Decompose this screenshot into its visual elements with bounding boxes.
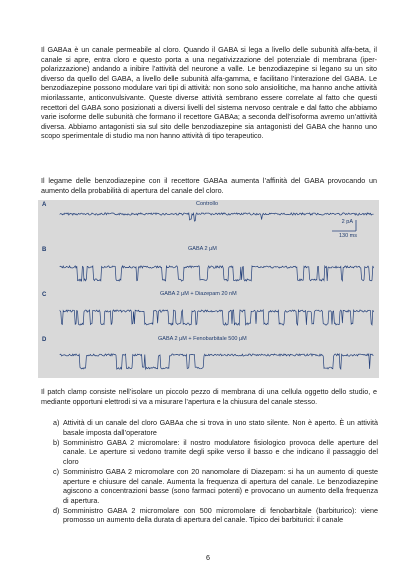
paragraph-gabaa-intro: Il GABAa è un canale permeabile al cloro. Quando il GABA si lega a livello delle subunità alfa-beta, il canale si apre, entra cloro e questo porta a una negativizzazione del potenziale di membrana (iper-polarizzazione) andando a inibire l’attività del neurone a valle. Le benzodiazepine si legano su un sito diverso da quello del GABA, a livello delle subunità alfa-gamma, e facilitano l’interazione del GABA. Le benzodiazepine possono modulare vari tipi di attività: non sono solo ansiolitiche, ma hanno anche attività miorilassante, anticonvulsivante. Queste diverse attività sembrano essere correlate al fatto che questi recettori del GABA sono posizionati a diversi livelli del sistema nervoso centrale e dal fatto che abbiamo varie isoforme delle subunità che formano il recettore GABAa; a seconda dell’isoforma avremo un’attività diversa. Abbiamo antagonisti sia sul sito delle benzodiazepine sia antagonisti del GABA che hanno uno scopo sperimentale di studio ma non hanno attività di tipo terapeutico.	[41, 45, 377, 141]
paragraph-benzodiazepine-binding: Il legame delle benzodiazepine con il recettore GABAa aumenta l’affinità del GABA provocando un aumento della probabilità di apertura del canale del cloro.	[41, 176, 377, 195]
panel-label: A	[42, 202, 47, 208]
panel-title: GABA 2 μM + Diazepam 20 nM	[160, 291, 237, 297]
list-item-text: Attività di un canale del cloro GABAa che si trova in uno stato silente. Non è aperto. È un attività basale imposta dall’operatore	[63, 418, 378, 437]
observation-list	[42, 418, 378, 526]
list-item-text: Somministro GABA 2 micromolare: il nostro modulatore fisiologico provoca delle aperture del canale. Le aperture si vedono tramite degli spike verso il basso e che indicano il passaggio del cloro	[63, 437, 378, 466]
scale-current-label: 2 pA	[341, 219, 353, 225]
panel-d	[38, 335, 379, 378]
panel-label: B	[42, 247, 47, 253]
patch-clamp-figure	[38, 200, 379, 378]
panel-title: GABA 2 μM + Fenobarbitale 500 μM	[158, 336, 247, 342]
list-item-text: Somministro GABA 2 micromolare con 500 micromolare di fenobarbitale (barbiturico): viene promosso un aumento della durata di apertura del canale. Tipico dei barbiturici: il canale	[63, 505, 378, 525]
list-item	[42, 418, 378, 437]
panel-c	[38, 290, 379, 333]
panel-label: C	[42, 292, 47, 298]
panel-title: GABA 2 μM	[188, 246, 217, 252]
list-item-text: Somministro GABA 2 micromolare con 20 nanomolare di Diazepam: si ha un aumento di queste aperture e chiusure del canale. Aumenta la frequenza di apertura del canale. Le benzodiazepine agiscono a concentrazioni basse (sono farmaci potenti) e provocano un aumento della frequenza di apertura.	[63, 466, 378, 505]
list-marker: c)	[53, 466, 59, 476]
page-number: 6	[206, 553, 210, 562]
list-marker: b)	[53, 437, 60, 447]
panel-b	[38, 245, 379, 288]
list-marker: d)	[53, 505, 60, 515]
list-item	[42, 506, 378, 525]
list-item	[42, 438, 378, 467]
list-marker: a)	[53, 418, 60, 427]
paragraph-patch-clamp: Il patch clamp consiste nell’isolare un piccolo pezzo di membrana di una cellula oggetto dello studio, e mediante opportuni elettrodi si va a misurare l’apertura e la chiusura del canale stesso.	[41, 387, 377, 406]
panel-a	[38, 200, 379, 243]
panel-title: Controllo	[196, 201, 219, 207]
list-item	[42, 467, 378, 505]
scale-time-label: 130 ms	[338, 233, 357, 239]
panel-label: D	[42, 337, 47, 343]
